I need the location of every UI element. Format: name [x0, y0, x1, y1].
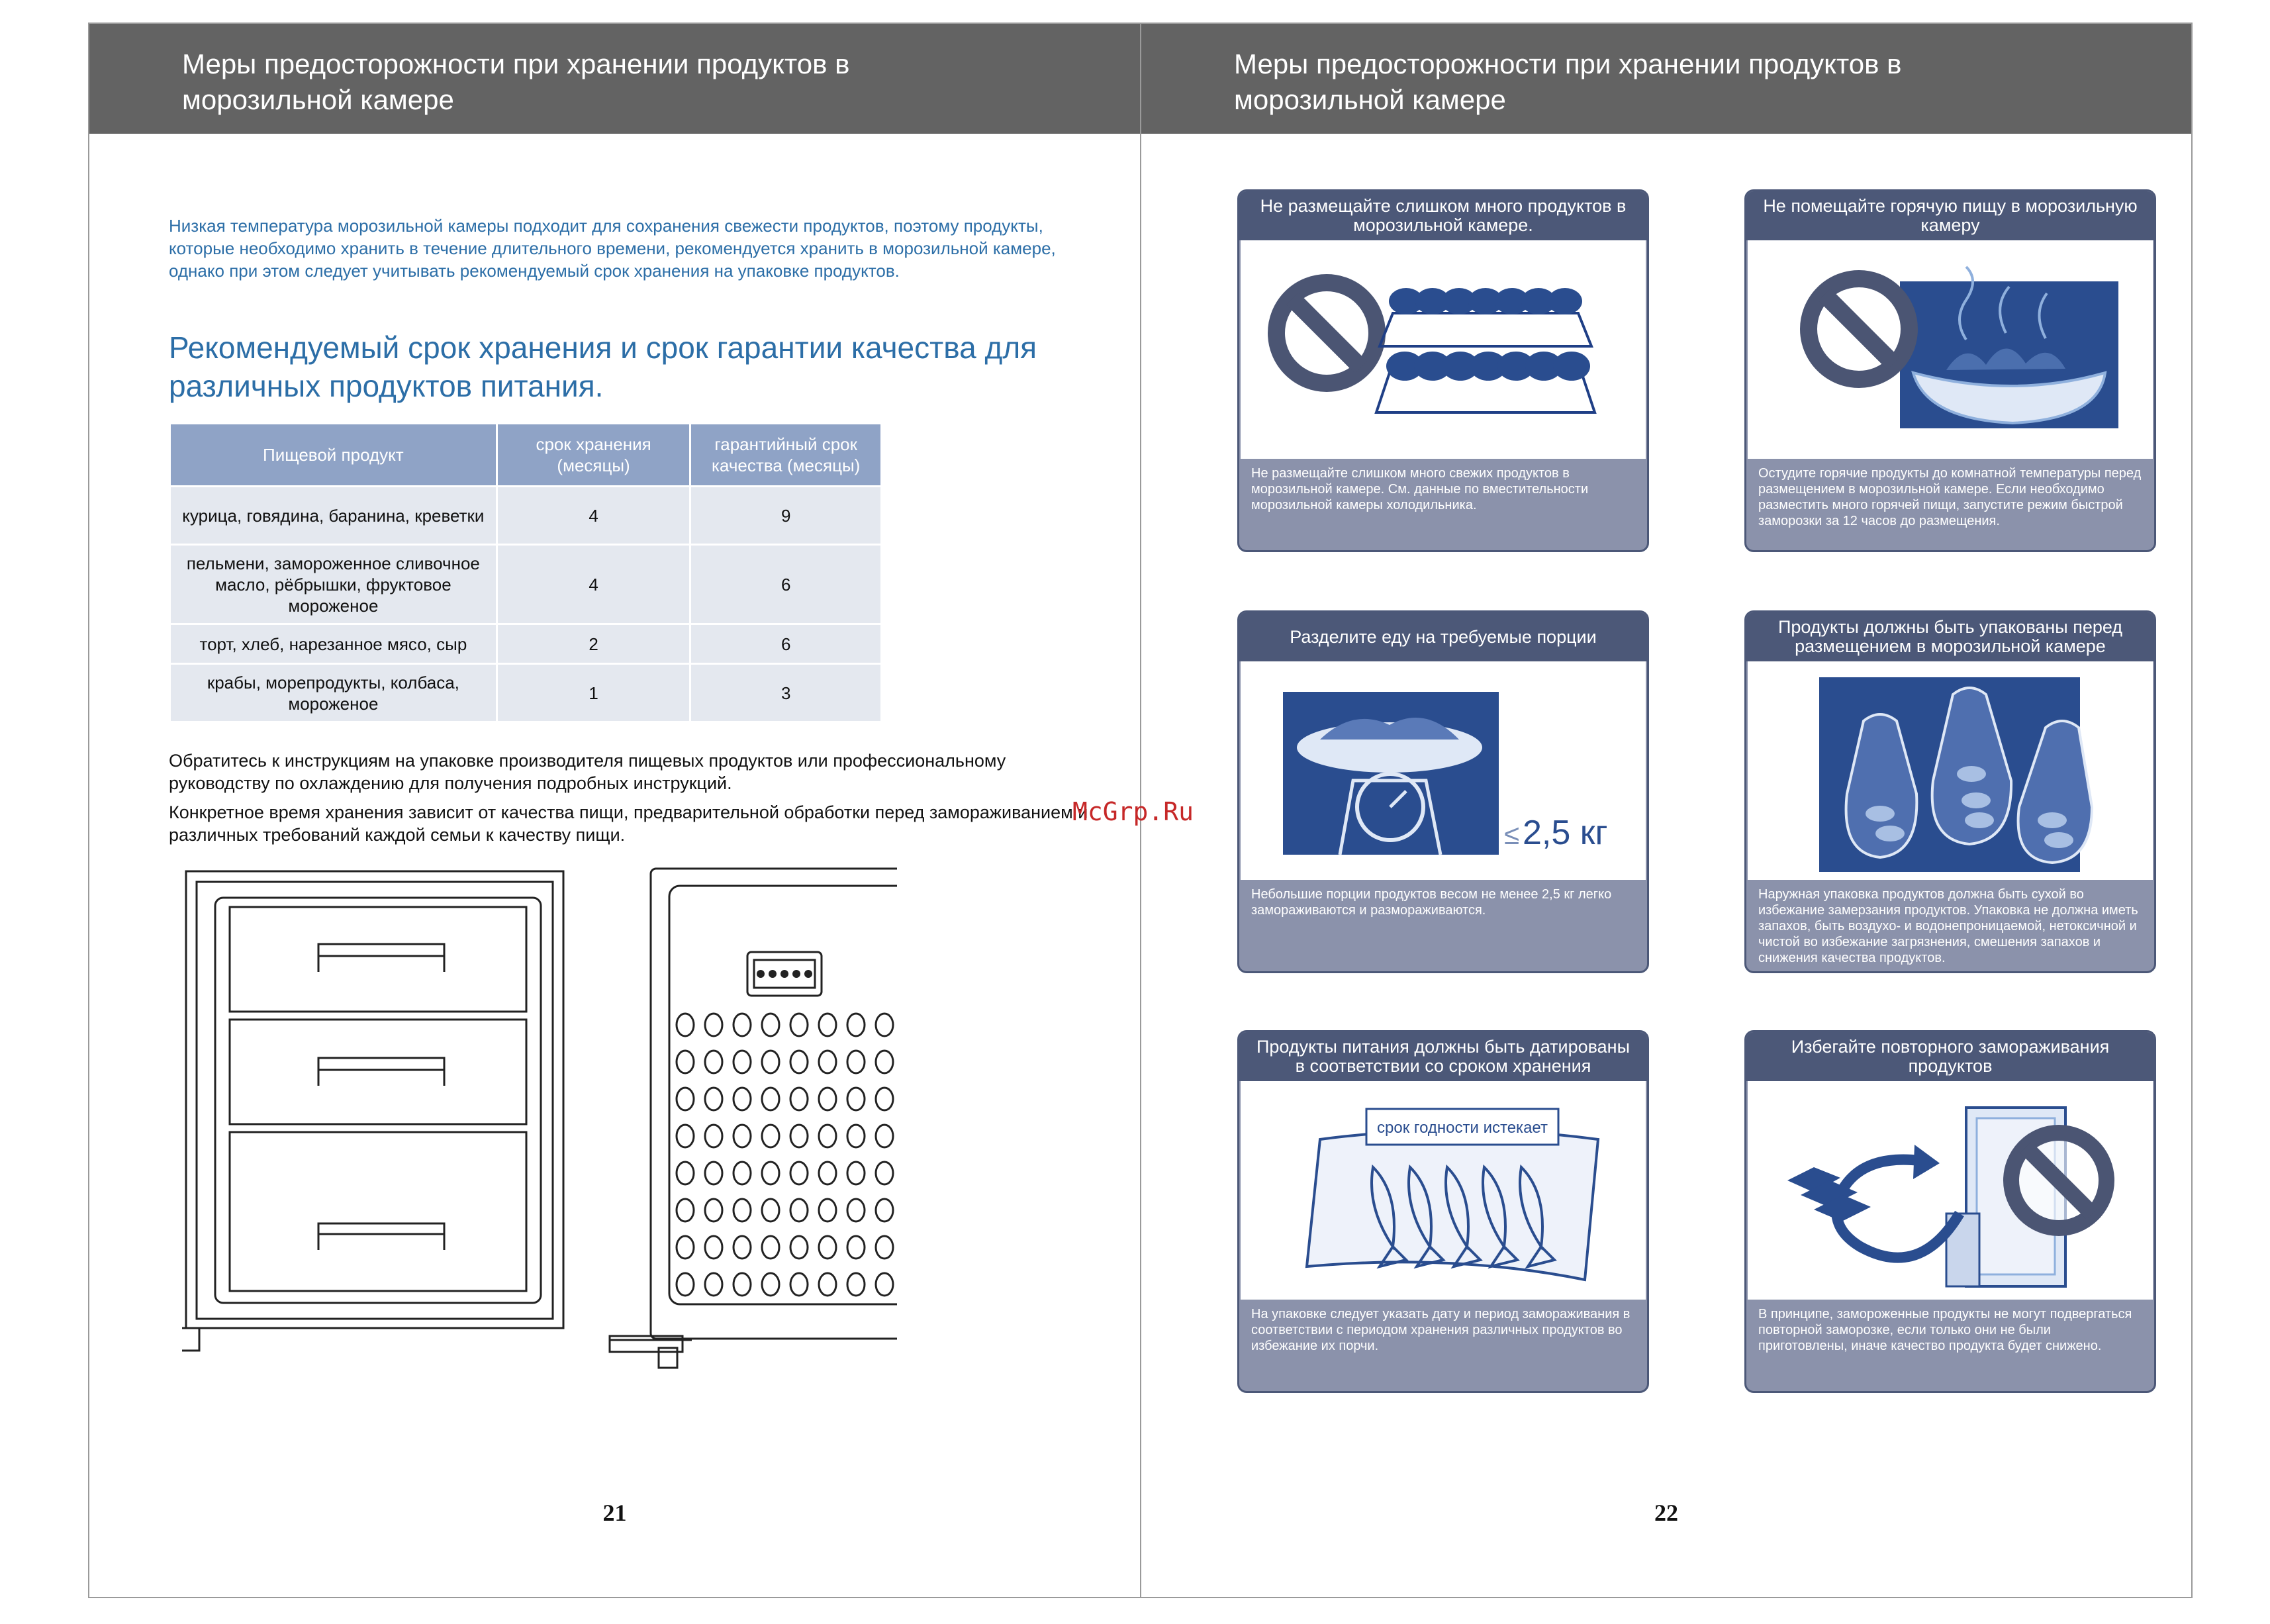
- freezer-cabinet: [186, 871, 563, 1328]
- card-image: [1241, 240, 1646, 459]
- section-title: Рекомендуемый срок хранения и срок гарантии качества для различных продуктов питания.: [169, 330, 1037, 403]
- card-title: Избегайте повторного замораживания продуктов: [1746, 1032, 2154, 1081]
- card-title: Не помещайте горячую пищу в морозильную камеру: [1746, 191, 2154, 240]
- page-right: [1140, 23, 2193, 1598]
- table-cell-quality: 9: [690, 487, 882, 545]
- prohibited-icon: [1276, 283, 1377, 383]
- table-cell-product: курица, говядина, баранина, креветки: [170, 487, 497, 545]
- table-cell-product: пельмени, замороженное сливочное масло, рёбрышки, фруктовое мороженое: [170, 545, 497, 624]
- note-storage-time: Конкретное время хранения зависит от качества пищи, предварительной обработки перед замораживанием и различных требований каждой семьи к качеству пищи.: [169, 802, 1088, 845]
- table-cell-quality: 3: [690, 664, 882, 722]
- header-title-line2: морозильной камере: [1234, 84, 1506, 115]
- freezer-illustration: [182, 866, 897, 1396]
- card-dating: [1237, 1030, 1649, 1393]
- table-header-product: Пищевой продукт: [170, 424, 497, 487]
- table-cell-storage: 4: [497, 545, 690, 624]
- card-description: Не размещайте слишком много свежих продуктов в морозильной камере. См. данные по вместительности морозильной камеры холодильника.: [1251, 466, 1589, 512]
- bag-expiry-label: срок годности истекает: [1377, 1119, 1548, 1137]
- card-hot-food: [1744, 189, 2156, 552]
- card-image: [1748, 240, 2153, 459]
- card-image: [1241, 661, 1646, 880]
- card-image: [1241, 1081, 1646, 1300]
- door-bubble-pattern: [677, 1014, 893, 1296]
- prohibited-icon: [2011, 1133, 2106, 1228]
- table-cell-quality: 6: [690, 624, 882, 664]
- card-title: Разделите еду на требуемые порции: [1239, 612, 1647, 661]
- table-cell-storage: 1: [497, 664, 690, 722]
- table-header-row: [170, 424, 882, 487]
- header-title-line1: Меры предосторожности при хранении продуктов в: [1234, 48, 1902, 79]
- card-image: [1748, 1081, 2153, 1300]
- intro-paragraph: Низкая температура морозильной камеры подходит для сохранения свежести продуктов, поэтому продукты, которые необходимо хранить в течение длительного времени, рекомендуется хранить в морозильной камере, однако при этом следует учитывать рекомендуемый срок хранения на упаковке продуктов.: [169, 216, 1056, 281]
- page-number: 22: [1654, 1500, 1678, 1526]
- watermark: McGrp.Ru: [1072, 797, 1194, 826]
- page-header: [89, 24, 1140, 134]
- card-packaging: [1744, 610, 2156, 973]
- weight-label: 2,5 кг: [1523, 814, 1608, 852]
- table-row: [170, 545, 882, 624]
- table-row: [170, 664, 882, 722]
- header-title-line2: морозильной камере: [182, 84, 454, 115]
- card-description: Наружная упаковка продуктов должна быть сухой во избежание замерзания продуктов. Упаковка не должна иметь запахов, быть воздухо- и водонепроницаемой, нетоксичной и чистой во избежание загрязнения, смешения запахов и снижения качества продуктов.: [1758, 887, 2138, 965]
- table-cell-storage: 4: [497, 487, 690, 545]
- prohibited-icon: [1809, 279, 1909, 379]
- page-header: [1141, 24, 2191, 134]
- card-description: Остудите горячие продукты до комнатной температуры перед размещением в морозильной камере. Если необходимо разместить много горячей пищи, запустите режим быстрой заморозки за 12 часов до размещения.: [1758, 466, 2142, 528]
- table-row: [170, 624, 882, 664]
- page-number: 21: [602, 1500, 627, 1526]
- less-equal-symbol: ≤: [1504, 819, 1520, 850]
- card-description: В принципе, замороженные продукты не могут подвергаться повторной заморозке, если только они не были приготовлены, иначе качество продукта будет снижено.: [1758, 1307, 2132, 1353]
- table-cell-product: торт, хлеб, нарезанное мясо, сыр: [170, 624, 497, 664]
- header-title-line1: Меры предосторожности при хранении продуктов в: [182, 48, 850, 79]
- card-overload: [1237, 189, 1649, 552]
- storage-table: [169, 422, 882, 723]
- card-refreeze: [1744, 1030, 2156, 1393]
- table-cell-quality: 6: [690, 545, 882, 624]
- card-title: Не размещайте слишком много продуктов в морозильной камере.: [1239, 191, 1647, 240]
- card-description: Небольшие порции продуктов весом не менее 2,5 кг легко замораживаются и размораживаются.: [1251, 887, 1612, 918]
- note-instructions: Обратитесь к инструкциям на упаковке производителя пищевых продуктов или профессиональному руководству по охлаждению для получения подробных инструкций.: [169, 751, 1006, 793]
- card-title: Продукты питания должны быть датированы в соответствии со сроком хранения: [1239, 1032, 1647, 1081]
- card-title: Продукты должны быть упакованы перед размещением в морозильной камере: [1746, 612, 2154, 661]
- page-left: [88, 23, 1141, 1598]
- table-cell-storage: 2: [497, 624, 690, 664]
- card-portions: [1237, 610, 1649, 973]
- table-cell-product: крабы, морепродукты, колбаса, мороженое: [170, 664, 497, 722]
- table-header-quality: гарантийный срок качества (месяцы): [690, 424, 882, 487]
- table-row: [170, 487, 882, 545]
- table-header-storage: срок хранения (месяцы): [497, 424, 690, 487]
- card-description: На упаковке следует указать дату и период замораживания в соответствии с периодом хранения различных продуктов во избежание их порчи.: [1251, 1307, 1631, 1353]
- card-image: [1748, 661, 2153, 880]
